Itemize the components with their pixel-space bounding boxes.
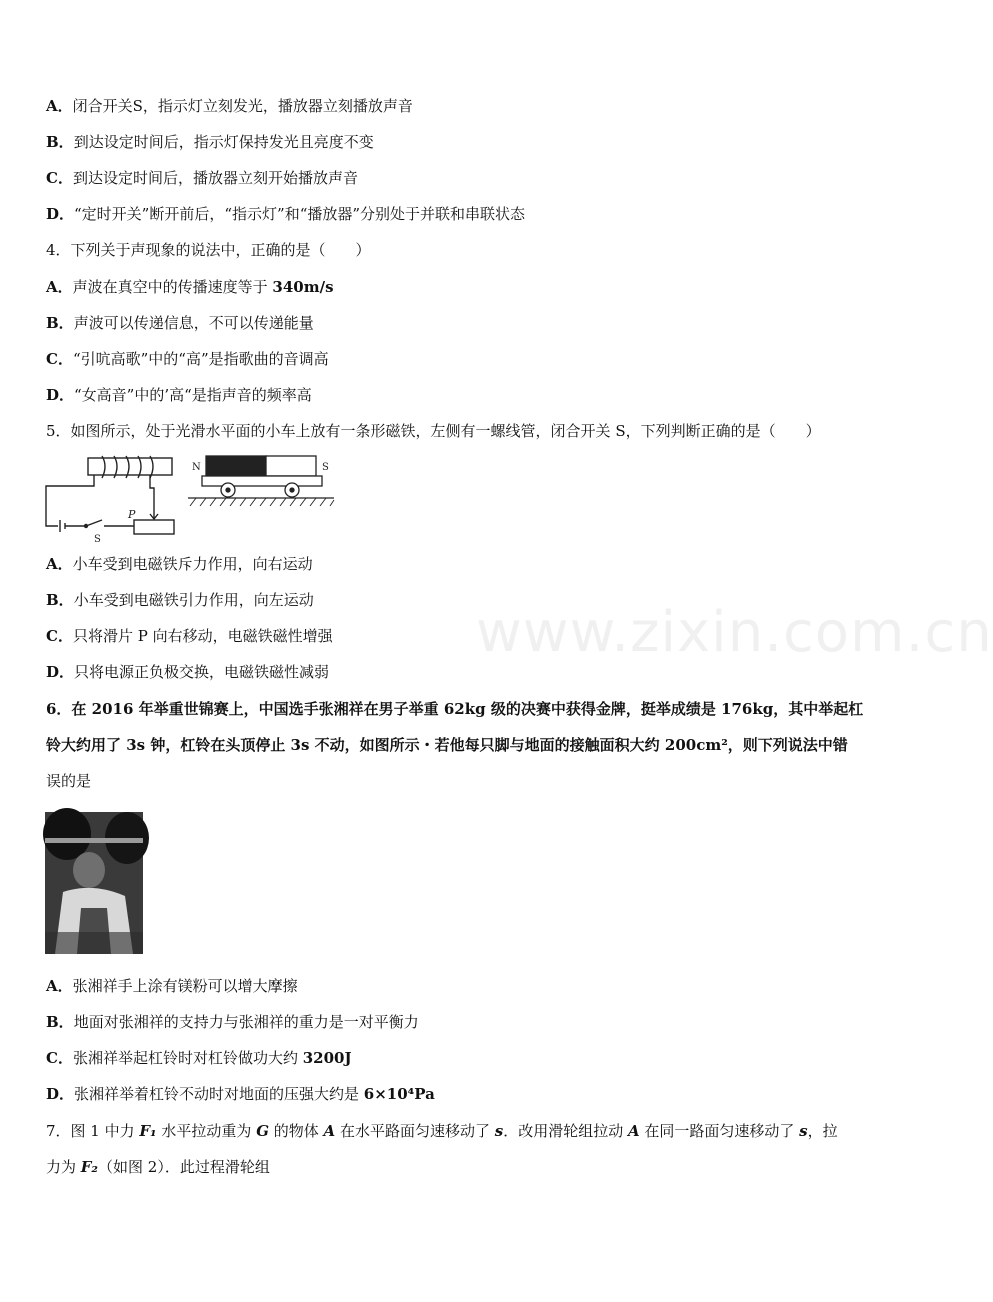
q4-option-d[interactable]: D．“女高音”中的’高“是指声音的频率高 xyxy=(46,386,312,404)
q6-stem-line-2: 铃大约用了 3s 钟，杠铃在头顶停止 3s 不动，如图所示・若他每只脚与地面的接触面积大约 200cm²，则下列说法中错 xyxy=(46,736,848,754)
q4-option-a[interactable]: A．声波在真空中的传播速度等于 340m/s xyxy=(46,278,334,296)
q3-option-d[interactable]: D．“定时开关”断开前后，“指示灯”和“播放器”分别处于并联和串联状态 xyxy=(46,205,526,223)
watermark: www.zixin.com.cn xyxy=(476,600,993,665)
magnet-cart-figure xyxy=(186,452,336,514)
q5-option-a[interactable]: A．小车受到电磁铁斥力作用，向右运动 xyxy=(46,555,313,573)
south-pole-label: S xyxy=(322,462,329,473)
q7-stem-line-1: 7．图 1 中力 F₁ 水平拉动重为 G 的物体 A 在水平路面匀速移动了 s．改用滑轮组拉动 A 在同一路面匀速移动了 s，拉 xyxy=(46,1122,838,1140)
wire-left xyxy=(46,475,94,526)
q5-option-d[interactable]: D．只将电源正负极交换，电磁铁磁性减弱 xyxy=(46,663,330,681)
wire-right xyxy=(150,475,154,508)
weightlifter-photo xyxy=(45,812,143,954)
rheostat xyxy=(134,520,174,534)
lifter-head xyxy=(73,852,105,888)
q5-stem: 5．如图所示，处于光滑水平面的小车上放有一条形磁铁，左侧有一螺线管，闭合开关 S，下列判断正确的是（ ） xyxy=(46,422,821,440)
q4-option-b[interactable]: B．声波可以传递信息，不可以传递能量 xyxy=(46,314,314,332)
magnet-s-half xyxy=(266,456,316,476)
solenoid-core xyxy=(88,458,172,475)
barbell-plate-left xyxy=(43,808,91,860)
q7-stem-line-2: 力为 F₂（如图 2）．此过程滑轮组 xyxy=(46,1158,270,1176)
ground-hatching xyxy=(190,498,334,506)
q4-option-c[interactable]: C．“引吭高歌”中的“高”是指歌曲的音调高 xyxy=(46,350,329,368)
magnet-n-half xyxy=(206,456,266,476)
q6-option-d[interactable]: D．张湘祥举着杠铃不动时对地面的压强大约是 6×10⁴Pa xyxy=(46,1085,435,1103)
north-pole-label: N xyxy=(192,462,201,473)
q6-option-b[interactable]: B．地面对张湘祥的支持力与张湘祥的重力是一对平衡力 xyxy=(46,1013,419,1031)
q6-stem-line-1: 6．在 2016 年举重世锦赛上，中国选手张湘祥在男子举重 62kg 级的决赛中获得金牌，挺举成绩是 176kg，其中举起杠 xyxy=(46,700,864,718)
slider-label: P xyxy=(128,508,136,521)
q6-stem-line-3: 误的是 xyxy=(46,772,92,790)
solenoid-circuit-figure xyxy=(42,452,177,544)
q3-option-b[interactable]: B．到达设定时间后，指示灯保持发光且亮度不变 xyxy=(46,133,374,151)
cart-body xyxy=(202,476,322,486)
q3-option-a[interactable]: A．闭合开关S，指示灯立刻发光，播放器立刻播放声音 xyxy=(46,97,413,115)
q5-option-b[interactable]: B．小车受到电磁铁引力作用，向左运动 xyxy=(46,591,314,609)
switch-blade xyxy=(86,520,102,526)
barbell-bar xyxy=(45,838,143,843)
q4-stem: 4．下列关于声现象的说法中，正确的是（ ） xyxy=(46,241,371,259)
q5-option-c[interactable]: C．只将滑片 P 向右移动，电磁铁磁性增强 xyxy=(46,627,333,645)
switch-label: S xyxy=(94,534,101,545)
q3-option-c[interactable]: C．到达设定时间后，播放器立刻开始播放声音 xyxy=(46,169,358,187)
q6-option-c[interactable]: C．张湘祥举起杠铃时对杠铃做功大约 3200J xyxy=(46,1049,352,1067)
q6-option-a[interactable]: A．张湘祥手上涂有镁粉可以增大摩擦 xyxy=(46,977,298,995)
